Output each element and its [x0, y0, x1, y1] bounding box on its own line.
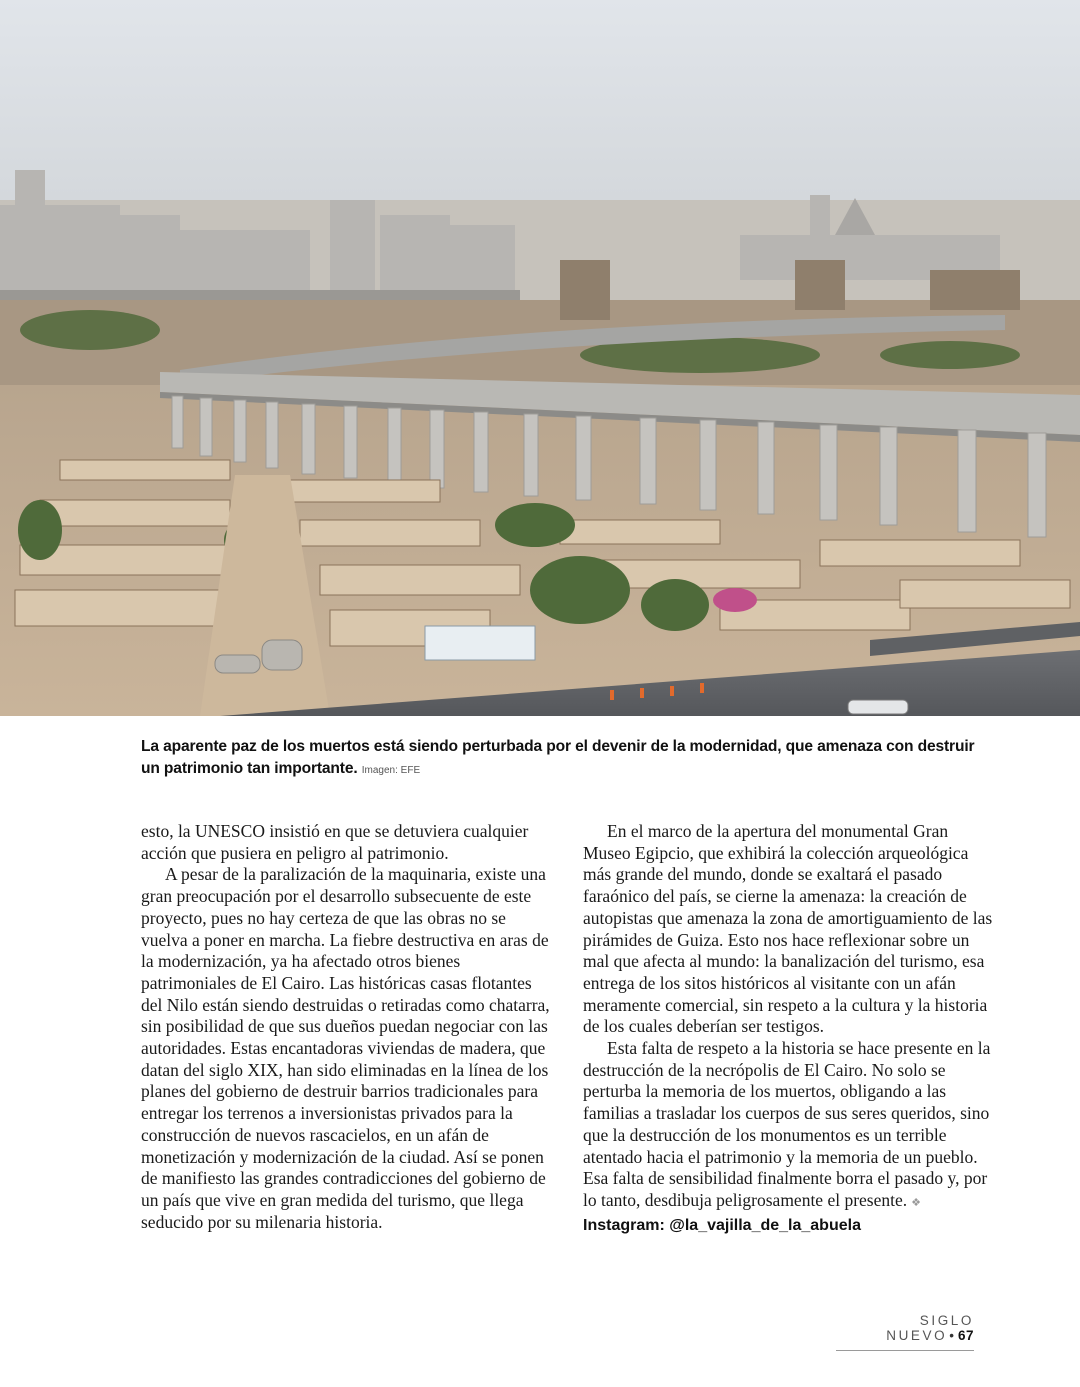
paragraph: A pesar de la paralización de la maquinaria, existe una gran preocupación por el desarrollo subsecuente de este proyecto, pues no hay certeza de que las obras no se vuelva a poner en marcha. La fiebre destructiva en aras de la modernización, ya ha afectado otros bienes patrimoniales de El Cairo. Las históricas casas flotantes del Nilo están siendo destruidas o retiradas como chatarra, sin posibilidad de que sus dueños puedan negociar con las autoridades. Estas encantadoras viviendas de madera, que datan del siglo XIX, han sido eliminadas en la línea de los planes del gobierno de destruir barrios tradicionales para entregar los terrenos a inversionistas privados para la construcción de nuevos rascacielos, en un afán de monetización y modernización de la ciudad. Así se ponen de manifiesto las grandes contradicciones del gobierno de un país que vive en gran medida del turismo, que llega seducido por su milenaria historia. — [141, 864, 550, 1232]
caption-text: La aparente paz de los muertos está siendo perturbada por el devenir de la modernidad, que amenaza con destruir un patrimonio tan importante. — [141, 738, 975, 777]
paragraph-text: Esta falta de respeto a la historia se hace presente en la destrucción de la necrópolis de El Cairo. No solo se perturba la memoria de los muertos, obligando a las familias a trasladar los cuerpos de sus seres queridos, sino que la destrucción de los monumentos es un terrible atentado hacia el patrimonio y la memoria de un pueblo. Esa falta de sensibilidad finalmente borra el pasado y, por lo tanto, desdibuja peligrosamente el presente. — [583, 1038, 991, 1210]
instagram-handle[interactable]: Instagram: @la_vajilla_de_la_abuela — [583, 1216, 861, 1234]
paragraph: esto, la UNESCO insistió en que se detuviera cualquier acción que pusiera en peligro al patrimonio. — [141, 821, 529, 863]
publication-name: SIGLO NUEVO — [886, 1313, 974, 1343]
paragraph: En el marco de la apertura del monumental Gran Museo Egipcio, que exhibirá la colección arqueológica más grande del mundo, donde se exaltará el pasado faraónico del país, se cierne la amenaza: la creación de autopistas que amenaza la zona de amortiguamiento de las pirámides de Guiza. Esto nos hace reflexionar sobre un mal que afecta al mundo: la banalización del turismo, esa entrega de los sitos históricos al visitante con un afán meramente comercial, sin respeto a la cultura y la historia de los cuales deberían ser testigos. — [583, 821, 993, 1037]
article-column-left — [141, 821, 551, 1233]
article-column-right — [583, 821, 993, 1237]
photo-credit: Imagen: EFE — [361, 765, 421, 776]
page-number: 67 — [957, 1328, 974, 1343]
folio-separator: • — [949, 1328, 954, 1343]
photo-caption — [141, 736, 991, 782]
end-of-article-icon: ❖ — [911, 1196, 922, 1209]
paragraph-final — [583, 1038, 993, 1215]
page-folio — [836, 1313, 974, 1351]
